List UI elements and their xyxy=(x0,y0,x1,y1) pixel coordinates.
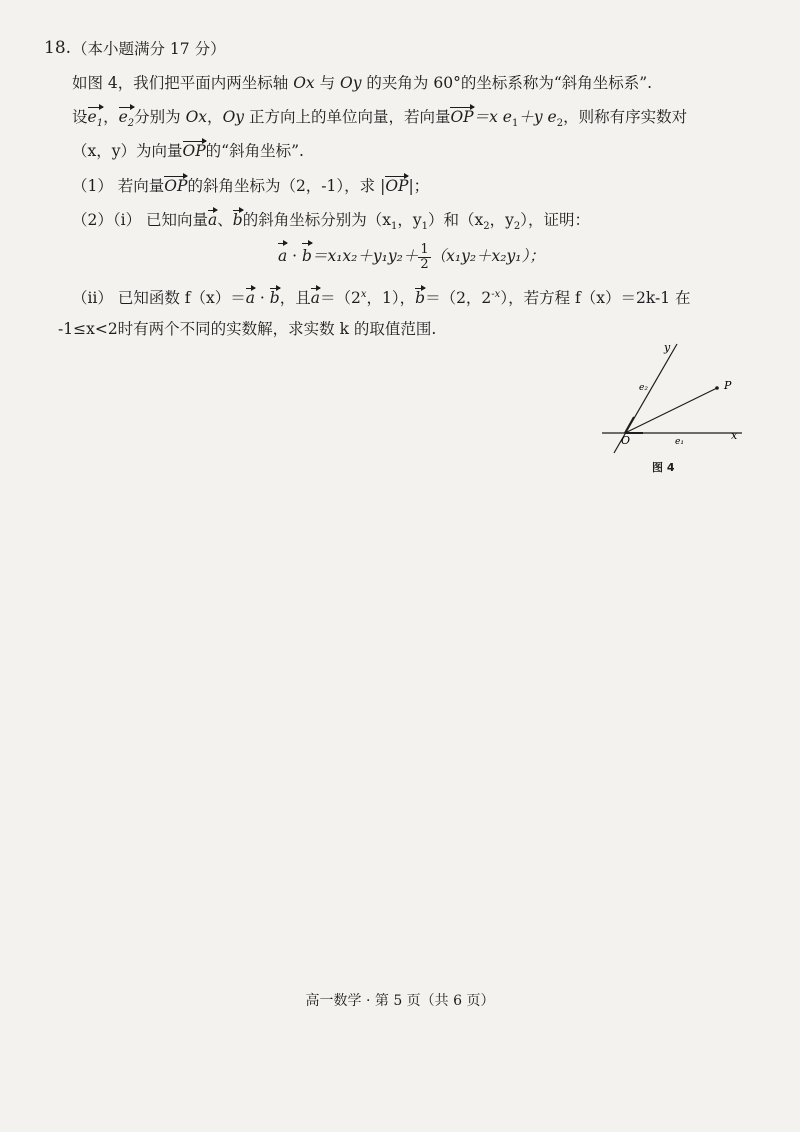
subscript: 1 xyxy=(511,118,519,130)
figure-caption: 图 4 xyxy=(652,461,675,474)
part-2-ii-continued: -1≤x<2时有两个不同的实数解，求实数 k 的取值范围. xyxy=(58,320,437,338)
subscript: 1 xyxy=(421,221,428,233)
page-footer: 高一数学 · 第 5 页（共 6 页） xyxy=(305,993,495,1009)
vector-b: b xyxy=(415,289,426,308)
text: ），证明： xyxy=(520,211,590,229)
text: ＝（2 xyxy=(319,289,361,308)
label-y: y xyxy=(664,341,671,354)
question-header: （本小题满分 17 分） xyxy=(72,40,226,58)
superscript: -x xyxy=(491,289,501,300)
text: 与 xyxy=(314,74,341,92)
text: · xyxy=(287,247,303,265)
vector-a: a xyxy=(278,242,287,270)
subscript: 2 xyxy=(127,118,135,130)
vector-op: OP xyxy=(385,177,409,195)
text: （1） 若向量 xyxy=(72,177,165,195)
part-2-i xyxy=(72,209,590,238)
vector-e1 xyxy=(88,106,104,135)
text: ，1）， xyxy=(366,289,416,308)
vector-b: b xyxy=(269,289,280,308)
axis-ox: Ox xyxy=(293,74,315,92)
text: 的斜角坐标分别为（x xyxy=(242,211,391,229)
vector-letter: e xyxy=(118,108,128,126)
paragraph-2 xyxy=(72,106,687,135)
vector-e2 xyxy=(119,106,135,135)
vector-a: a xyxy=(208,211,218,229)
subscript: 2 xyxy=(556,118,564,130)
part-1 xyxy=(72,175,429,197)
text: 分别为 xyxy=(134,108,186,126)
label-x: x xyxy=(731,429,738,442)
text: 、 xyxy=(217,211,233,229)
text: ＋y e xyxy=(518,108,557,126)
text: ， xyxy=(103,108,119,126)
axis-oy: Oy xyxy=(340,74,362,92)
vector-b: b xyxy=(232,211,243,229)
text: |； xyxy=(408,177,430,195)
label-o: O xyxy=(621,434,631,447)
text: ，则称有序实数对 xyxy=(563,108,688,126)
text: （x，y）为向量 xyxy=(72,142,183,160)
paragraph-3 xyxy=(72,140,304,162)
text: ， xyxy=(207,108,223,126)
vector-a: a xyxy=(310,289,320,308)
text: 的斜角坐标为（2，-1），求 | xyxy=(187,177,386,195)
text: · xyxy=(255,289,270,308)
vector-op: OP xyxy=(182,142,206,160)
label-p: P xyxy=(724,379,732,392)
numerator: 1 xyxy=(420,241,429,257)
text: ＝x₁x₂＋y₁y₂＋ xyxy=(311,247,419,265)
text: （ⅱ） 已知函数 f（x）＝ xyxy=(72,289,246,308)
text: ）和（x xyxy=(427,211,484,229)
text: 的夹角为 60°的坐标系称为“斜角坐标系”. xyxy=(361,74,653,92)
paragraph-1 xyxy=(72,72,652,94)
formula xyxy=(278,242,545,272)
part-2-ii xyxy=(72,284,691,309)
text: ，且 xyxy=(279,289,311,308)
text: （2）（ⅰ） 已知向量 xyxy=(72,211,208,229)
axis-ox: Ox xyxy=(185,108,208,126)
text: ），若方程 f（x）＝2k-1 在 xyxy=(500,289,691,308)
vector-b: b xyxy=(302,242,312,270)
fraction xyxy=(418,243,430,272)
denominator: 2 xyxy=(420,256,429,272)
text: （x₁y₂＋x₂y₁）； xyxy=(430,247,545,265)
vector-op: OP xyxy=(164,177,188,195)
subscript: 2 xyxy=(513,221,521,233)
text: 设 xyxy=(72,108,88,126)
text: 的“斜角坐标”. xyxy=(205,142,304,160)
subscript: 1 xyxy=(390,221,398,233)
subscript: 1 xyxy=(96,118,104,130)
label-e1: e₁ xyxy=(675,437,684,447)
label-e2: e₂ xyxy=(639,383,648,393)
vector-a: a xyxy=(245,289,255,308)
text: ，y xyxy=(397,211,422,229)
question-number: 18. xyxy=(44,38,72,58)
text: 如图 4，我们把平面内两坐标轴 xyxy=(72,74,294,92)
axis-oy: Oy xyxy=(222,108,245,126)
text: ＝x e xyxy=(473,108,512,126)
text: ＝（2，2 xyxy=(425,289,492,308)
superscript: x xyxy=(360,289,367,300)
subscript: 2 xyxy=(483,221,490,233)
text: 正方向上的单位向量，若向量 xyxy=(244,108,451,126)
vector-letter: e xyxy=(87,108,97,126)
vector-op: OP xyxy=(450,108,474,126)
text: ，y xyxy=(489,211,514,229)
figure-4-diagram xyxy=(600,340,750,480)
point-p xyxy=(715,386,719,390)
